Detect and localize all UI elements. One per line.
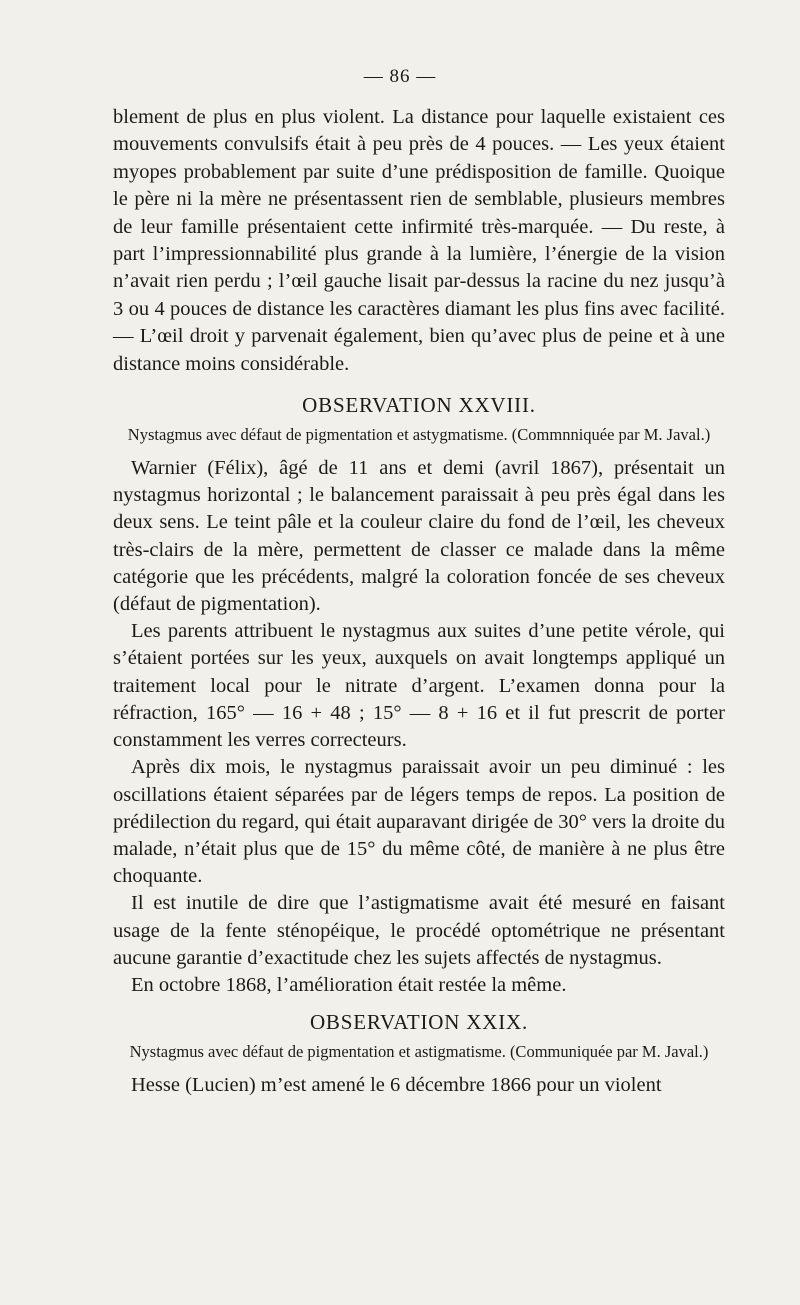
observation-29-subtitle: Nystagmus avec défaut de pigmentation et astigmatisme. (Communiquée par M. Javal.) — [129, 1042, 709, 1062]
obs28-paragraph: En octobre 1868, l’amélioration était restée la même. — [131, 973, 567, 996]
obs28-paragraph: Warnier (Félix), âgé de 11 ans et demi (avril 1867), présentait un nystagmus horizontal ; le balancement paraissait à peu près égal dans les deux sens. Le teint pâle et la couleur claire du fond de l’œil, les cheveux très-clairs de la mère, permettent de classer ce malade dans la même catégorie que les précédents, malgré la coloration foncée de ses cheveux (défaut de pigmentation). — [113, 457, 725, 616]
page-number: — 86 — — [363, 66, 437, 87]
observation-29-heading: OBSERVATION XXIX. — [309, 1010, 529, 1035]
observation-28-subtitle: Nystagmus avec défaut de pigmentation et astygmatisme. (Commnniquée par M. Javal.) — [127, 425, 711, 445]
continuation-paragraph: blement de plus en plus violent. La distance pour laquelle existaient ces mouvements convulsifs était à peu près de 4 pouces. — Les yeux étaient myopes probablement par suite d’une prédisposition de famille. Quoique le père ni la mère ne présentassent rien de semblable, plusieurs membres de leur famille présentaient cette infirmité très-marquée. — Du reste, à part l’impressionnabilité plus grande à la lumière, l’énergie de la vision n’avait rien perdu ; l’œil gauche lisait par-dessus la racine du nez jusqu’à 3 ou 4 pouces de distance les caractères diamant les plus fins avec facilité. — L’œil droit y parvenait également, bien qu’avec plus de peine et à une distance moins considérable. — [113, 106, 725, 375]
obs28-paragraph: Les parents attribuent le nystagmus aux suites d’une petite vérole, qui s’étaient portées sur les yeux, auxquels on avait longtemps appliqué un traitement local pour le nitrate d’argent. L’examen donna pour la réfraction, 165° — 16 + 48 ; 15° — 8 + 16 et il fut prescrit de porter constamment les verres correcteurs. — [113, 620, 725, 752]
page-body — [113, 104, 725, 1099]
obs28-paragraph: Il est inutile de dire que l’astigmatisme avait été mesuré en faisant usage de la fente sténopéique, le procédé optométrique ne présentant aucune garantie d’exactitude chez les sujets affectés de nystagmus. — [113, 892, 725, 969]
observation-28-heading: OBSERVATION XXVIII. — [302, 393, 536, 418]
obs28-paragraph: Après dix mois, le nystagmus paraissait avoir un peu diminué : les oscillations étaient séparées par de légers temps de repos. La position de prédilection du regard, qui était auparavant dirigée de 30° vers la droite du malade, n’était plus que de 15° du même côté, de manière à ne plus être choquante. — [113, 756, 725, 888]
obs29-paragraph: Hesse (Lucien) m’est amené le 6 décembre 1866 pour un violent — [131, 1074, 662, 1097]
